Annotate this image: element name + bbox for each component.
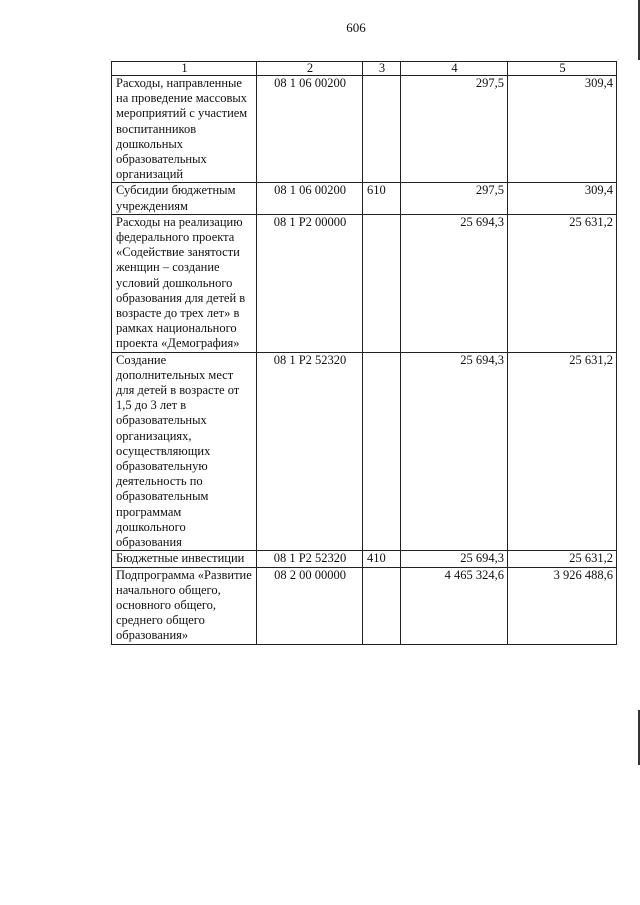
row-value-4: 297,5 (401, 183, 508, 214)
row-code: 08 1 P2 00000 (257, 214, 363, 352)
row-code: 08 1 06 00200 (257, 183, 363, 214)
row-name: Создание дополнительных мест для детей в возрасте от 1,5 до 3 лет в образовательных организациях, осуществляющих образовательную деятельность по образовательным программам дошкольного образования (112, 352, 257, 551)
row-kind (363, 567, 401, 644)
row-value-5: 3 926 488,6 (508, 567, 617, 644)
row-value-5: 25 631,2 (508, 352, 617, 551)
row-name: Расходы, направленные на проведение массовых мероприятий с участием воспитанников дошкольных образовательных организаций (112, 76, 257, 183)
row-code: 08 1 P2 52320 (257, 551, 363, 567)
row-kind (363, 214, 401, 352)
row-kind (363, 76, 401, 183)
budget-table (111, 61, 617, 645)
row-value-4: 4 465 324,6 (401, 567, 508, 644)
row-code: 08 1 06 00200 (257, 76, 363, 183)
table-row (112, 352, 617, 551)
column-header-2: 2 (257, 62, 363, 76)
table-header-row (112, 62, 617, 76)
row-code: 08 1 P2 52320 (257, 352, 363, 551)
table-row (112, 214, 617, 352)
table-row (112, 551, 617, 567)
column-header-3: 3 (363, 62, 401, 76)
table-row (112, 76, 617, 183)
column-header-1: 1 (112, 62, 257, 76)
row-name: Бюджетные инвестиции (112, 551, 257, 567)
row-value-4: 25 694,3 (401, 551, 508, 567)
table-row (112, 567, 617, 644)
row-name: Субсидии бюджетным учреждениям (112, 183, 257, 214)
row-name: Расходы на реализацию федерального проекта «Содействие занятости женщин – создание условий дошкольного образования для детей в возрасте до трех лет» в рамках национального проекта «Демография» (112, 214, 257, 352)
row-value-4: 25 694,3 (401, 352, 508, 551)
row-value-5: 309,4 (508, 76, 617, 183)
row-value-5: 309,4 (508, 183, 617, 214)
page-number: 606 (346, 20, 366, 35)
column-header-5: 5 (508, 62, 617, 76)
column-header-4: 4 (401, 62, 508, 76)
row-code: 08 2 00 00000 (257, 567, 363, 644)
row-value-5: 25 631,2 (508, 551, 617, 567)
row-kind: 410 (363, 551, 401, 567)
row-name: Подпрограмма «Развитие начального общего, основного общего, среднего общего образования» (112, 567, 257, 644)
row-kind (363, 352, 401, 551)
row-kind: 610 (363, 183, 401, 214)
table-row (112, 183, 617, 214)
row-value-4: 297,5 (401, 76, 508, 183)
row-value-5: 25 631,2 (508, 214, 617, 352)
row-value-4: 25 694,3 (401, 214, 508, 352)
